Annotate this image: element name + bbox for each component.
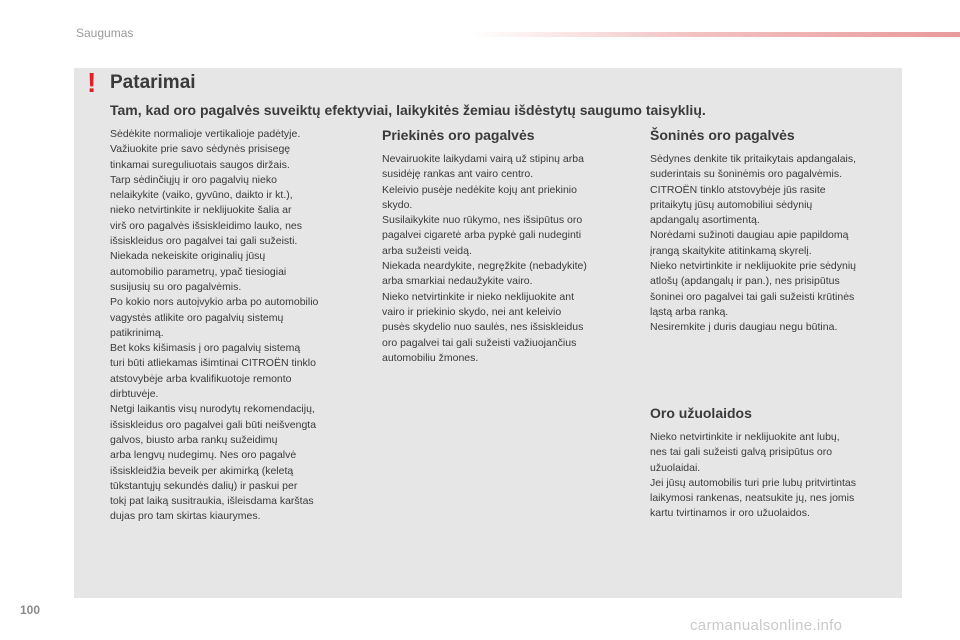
text-line: Nieko netvirtinkite ir neklijuokite prie sėdynių — [650, 260, 857, 273]
watermark: carmanualsonline.info — [690, 617, 843, 634]
side-airbags-heading: Šoninės oro pagalvės — [650, 127, 795, 143]
text-line: atstovybėje arba kvalifikuotoje remonto — [110, 372, 292, 385]
panel-title: Patarimai — [110, 72, 196, 93]
text-line: arba smarkiai nedaužykite vairo. — [382, 275, 533, 288]
text-line: Važiuokite prie savo sėdynės prisisegę — [110, 143, 291, 156]
text-line: arba lengvų nudegimų. Nes oro pagalvė — [110, 449, 297, 462]
text-line: Niekada neardykite, negręžkite (nebadykite) — [382, 260, 587, 273]
text-line: Nevairuokite laikydami vairą už stipinų arba — [382, 153, 584, 165]
header-accent-bar — [470, 32, 960, 37]
text-line: susijusių su oro pagalvėmis. — [110, 280, 242, 293]
text-line: laikymosi rankenas, neatsukite jų, nes jomis — [650, 492, 855, 505]
curtain-airbags-column — [650, 404, 900, 522]
page-number: 100 — [20, 603, 41, 617]
text-line: virš oro pagalvės išsiskleidimo lauko, nes — [110, 219, 302, 232]
text-line: įrangą skaitykite atitinkamą skyrelį. — [650, 244, 812, 257]
text-line: nieko netvirtinkite ir neklijuokite šalia ar — [110, 204, 292, 217]
text-line: šoninei oro pagalvei tai gali sužeisti krūtinės — [650, 290, 855, 303]
text-line: vagystės atlikite oro pagalvių sistemų — [110, 311, 284, 324]
side-airbags-text — [650, 152, 900, 336]
text-line: Jei jūsų automobilis turi prie lubų pritvirtintas — [650, 476, 857, 489]
front-airbags-column — [382, 126, 627, 366]
text-line: Po kokio nors autoįvykio arba po automobilio — [110, 296, 319, 309]
text-line: Susilaikykite nuo rūkymo, nes išsipūtus oro — [382, 214, 583, 227]
text-line: išsiskleidžia beveik per akimirką (keletą — [110, 464, 294, 477]
text-line: Sėdėkite normalioje vertikalioje padėtyje. — [110, 128, 301, 140]
text-line: automobiliu žmones. — [382, 351, 479, 364]
text-line: Netgi laikantis visų nurodytų rekomendacijų, — [110, 403, 315, 416]
section-label: Saugumas — [76, 26, 134, 40]
text-line: užuolaidai. — [650, 461, 701, 474]
text-line: susidėję rankas ant vairo centro. — [382, 168, 534, 181]
side-airbags-column — [650, 126, 900, 336]
text-line: dirbtuvėje. — [110, 388, 159, 401]
text-line: Norėdami sužinoti daugiau apie papildomą — [650, 229, 849, 242]
text-line: pusės skydelio nuo saulės, nes išsiskleidus — [382, 321, 584, 334]
text-line: tokį pat laiką susitraukia, išleisdama karštas — [110, 495, 314, 508]
curtain-airbags-heading: Oro užuolaidos — [650, 405, 752, 421]
text-line: nelaikykite (vaiko, gyvūno, daikto ir kt.), — [110, 189, 293, 202]
panel-subtitle: Tam, kad oro pagalvės suveiktų efektyviai, laikykitės žemiau išdėstytų saugumo taisyklių. — [110, 102, 706, 118]
warning-icon: ! — [87, 67, 97, 98]
text-line: tūkstantųjų sekundės dalių) ir paskui per — [110, 479, 298, 492]
text-line: Niekada nekeiskite originalių jūsų — [110, 250, 266, 263]
text-line: patikrinimą. — [110, 326, 164, 339]
text-line: Tarp sėdinčiųjų ir oro pagalvių nieko — [110, 173, 277, 186]
text-line: turi būti atliekamas išimtinai CITROËN tinklo — [110, 357, 316, 370]
front-airbags-text — [382, 152, 627, 366]
text-line: pritaikytų jūsų automobiliui sėdynių — [650, 198, 813, 211]
front-airbags-heading: Priekinės oro pagalvės — [382, 127, 535, 143]
text-line: išsiskleidus oro pagalvei tai gali sužeisti. — [110, 235, 298, 248]
text-line: Nieko netvirtinkite ir neklijuokite ant lubų, — [650, 431, 840, 443]
text-line: ląstą arba ranką. — [650, 305, 729, 318]
text-line: skydo. — [382, 198, 413, 211]
text-line: automobilio parametrų, ypač tiesiogiai — [110, 265, 287, 278]
text-line: vairo ir priekinio skydo, nei ant keleivio — [382, 305, 562, 318]
text-line: Nieko netvirtinkite ir nieko neklijuokite ant — [382, 290, 575, 303]
text-line: dujas pro tam skirtas kiaurymes. — [110, 510, 261, 523]
general-advice-column — [110, 127, 360, 525]
curtain-airbags-text — [650, 430, 900, 522]
text-line: galvos, biusto arba rankų sužeidimų — [110, 433, 278, 446]
text-line: suderintais su šoninėmis oro pagalvėmis. — [650, 168, 843, 181]
text-line: Sėdynes denkite tik pritaikytais apdangalais, — [650, 153, 857, 165]
text-line: nes tai gali sužeisti galvą prisipūtus oro — [650, 446, 833, 459]
text-line: tinkamai sureguliuotais saugos diržais. — [110, 158, 290, 171]
text-line: kartu tvirtinamos ir oro užuolaidos. — [650, 507, 810, 520]
text-line: CITROËN tinklo atstovybėje jūs rasite — [650, 183, 826, 196]
text-line: Bet koks kišimasis į oro pagalvių sistemą — [110, 342, 301, 355]
text-line: Keleivio pusėje nedėkite kojų ant priekinio — [382, 183, 577, 196]
text-line: Nesiremkite į duris daugiau negu būtina. — [650, 321, 838, 334]
general-advice-text — [110, 127, 360, 525]
text-line: oro pagalvei tai gali sužeisti važiuojančius — [382, 336, 577, 349]
text-line: atlošų (apdangalų ir pan.), nes prisipūtus — [650, 275, 840, 288]
text-line: išsiskleidus oro pagalvei gali būti neišvengta — [110, 418, 317, 431]
text-line: apdangalų asortimentą. — [650, 214, 760, 227]
text-line: arba sužeisti veidą. — [382, 244, 472, 257]
text-line: pagalvei cigaretė arba pypkė gali nudeginti — [382, 229, 582, 242]
